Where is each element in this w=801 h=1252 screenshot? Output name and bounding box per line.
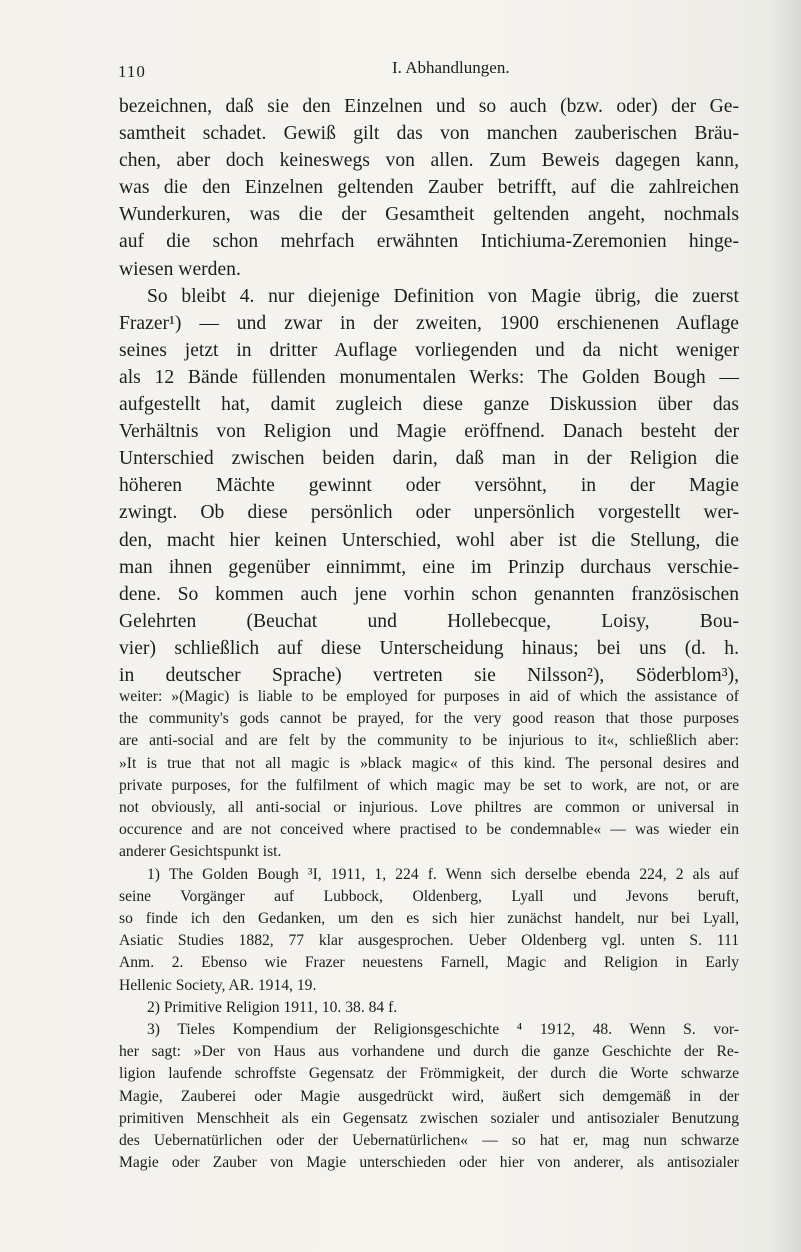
paragraph-1 [119, 93, 739, 283]
footnote-line: 1) The Golden Bough ³I, 1911, 1, 224 f. Wenn sich derselbe ebenda 224, 2 als auf [147, 865, 739, 883]
footnote-line: seine Vorgänger auf Lubbock, Oldenberg, Lyall und Jevons beruft, [119, 887, 739, 905]
text-line: Wunderkuren, was die der Gesamtheit geltenden angeht, nochmals [119, 204, 739, 226]
text-line: chen, aber doch keineswegs von allen. Zum Beweis dagegen kann, [119, 150, 739, 172]
footnotes [119, 686, 739, 1174]
footnote-line: primitiven Menschheit als ein Gegensatz zwischen sozialer und antisozialer Benutzung [119, 1109, 739, 1127]
text-line: dene. So kommen auch jene vorhin schon genannten französischen [119, 583, 739, 605]
footnote-line: ligion laufende schroffste Gegensatz der Frömmigkeit, der durch die Worte schwarze [119, 1065, 739, 1083]
text-line: als 12 Bände füllenden monumentalen Werks: The Golden Bough — [119, 366, 739, 388]
text-line: aufgestellt hat, damit zugleich diese ganze Diskussion über das [119, 394, 739, 416]
footnote-line: private purposes, for the fulfilment of which magic may be set to work, are not, or are [119, 776, 739, 794]
footnote-line: weiter: »(Magic) is liable to be employed for purposes in aid of which the assistance of [119, 688, 739, 705]
text-line: man ihnen gegenüber einnimmt, eine im Prinzip durchaus verschie- [119, 556, 739, 578]
footnote-line: Anm. 2. Ebenso wie Frazer neuestens Farnell, Magic and Religion in Early [119, 954, 739, 972]
text-line: in deutscher Sprache) vertreten sie Nilsson²), Söderblom³), [119, 664, 739, 686]
text-line: seines jetzt in dritter Auflage vorliegenden und da nicht weniger [119, 339, 739, 361]
text-line: Frazer¹) — und zwar in der zweiten, 1900 erschienenen Auflage [119, 312, 739, 334]
footnote-line: Magie, Zauberei oder Magie ausgedrückt wird, äußert sich demgemäß in der [119, 1087, 739, 1105]
footnote-2 [119, 997, 739, 1019]
text-line: Gelehrten (Beuchat und Hollebecque, Loisy, Bou- [119, 610, 739, 632]
text-line: den, macht hier keinen Unterschied, wohl aber ist die Stellung, die [119, 529, 739, 551]
text-line: So bleibt 4. nur diejenige Definition von Magie übrig, die zuerst [147, 285, 739, 307]
page-header [118, 58, 751, 82]
footnote-line: so finde ich den Gedanken, um den es sich hier zunächst handelt, nur bei Lyall, [119, 910, 739, 928]
footnote-line: Magie oder Zauber von Magie unterschieden oder hier von anderer, als antisozialer [119, 1154, 739, 1172]
text-line: was die den Einzelnen geltenden Zauber betrifft, auf die zahlreichen [119, 177, 739, 199]
footnote-3 [119, 1019, 739, 1174]
footnote-line: Asiatic Studies 1882, 77 klar ausgesprochen. Ueber Oldenberg vgl. unten S. 111 [119, 932, 739, 950]
footnote-line: 2) Primitive Religion 1911, 10. 38. 84 f. [147, 998, 398, 1016]
text-line: Verhältnis von Religion und Magie eröffnend. Danach besteht der [119, 421, 739, 443]
text-line: samtheit schadet. Gewiß gilt das von manchen zauberischen Bräu- [119, 123, 739, 145]
running-head: I. Abhandlungen. [392, 58, 510, 77]
text-line: auf die schon mehrfach erwähnten Intichiuma-Zeremonien hinge- [119, 231, 739, 253]
footnote-line: »It is true that not all magic is »black magic« of this kind. The personal desires and [119, 754, 739, 772]
text-line: höheren Mächte gewinnt oder versöhnt, in der Magie [119, 475, 739, 497]
footnote-continuation [119, 686, 739, 864]
text-line: bezeichnen, daß sie den Einzelnen und so auch (bzw. oder) der Ge- [119, 96, 739, 117]
footnote-line: not obviously, all anti-social or injurious. Love philtres are common or universal in [119, 799, 739, 817]
text-line: Unterschied zwischen beiden darin, daß man in der Religion die [119, 448, 739, 470]
page-number: 110 [118, 62, 146, 81]
footnote-line: the community's gods cannot be prayed, for the very good reason that those purposes [119, 710, 739, 728]
footnote-line: Hellenic Society, AR. 1914, 19. [119, 976, 317, 994]
footnote-1 [119, 864, 739, 997]
text-line: zwingt. Ob diese persönlich oder unpersönlich vorgestellt wer- [119, 502, 739, 524]
footnote-line: her sagt: »Der von Haus aus vorhandene und durch die ganze Geschichte der Re- [119, 1043, 739, 1061]
footnote-line: 3) Tieles Kompendium der Religionsgeschichte ⁴ 1912, 48. Wenn S. vor- [147, 1021, 739, 1039]
text-line: vier) schließlich auf diese Unterscheidung hinaus; bei uns (d. h. [119, 637, 739, 659]
footnote-line: occurence and are not conceived where practised to be condemnable« — was wieder ein [119, 821, 739, 839]
paragraph-2 [119, 283, 739, 689]
footnote-line: des Uebernatürlichen oder der Uebernatürlichen« — so hat er, mag nun schwarze [119, 1132, 739, 1150]
footnote-line: are anti-social and are felt by the community to be injurious to it«, schließlich aber: [119, 732, 739, 750]
body-text [119, 93, 739, 689]
footnote-line: anderer Gesichtspunkt ist. [119, 843, 282, 861]
text-line: wiesen werden. [119, 258, 241, 280]
